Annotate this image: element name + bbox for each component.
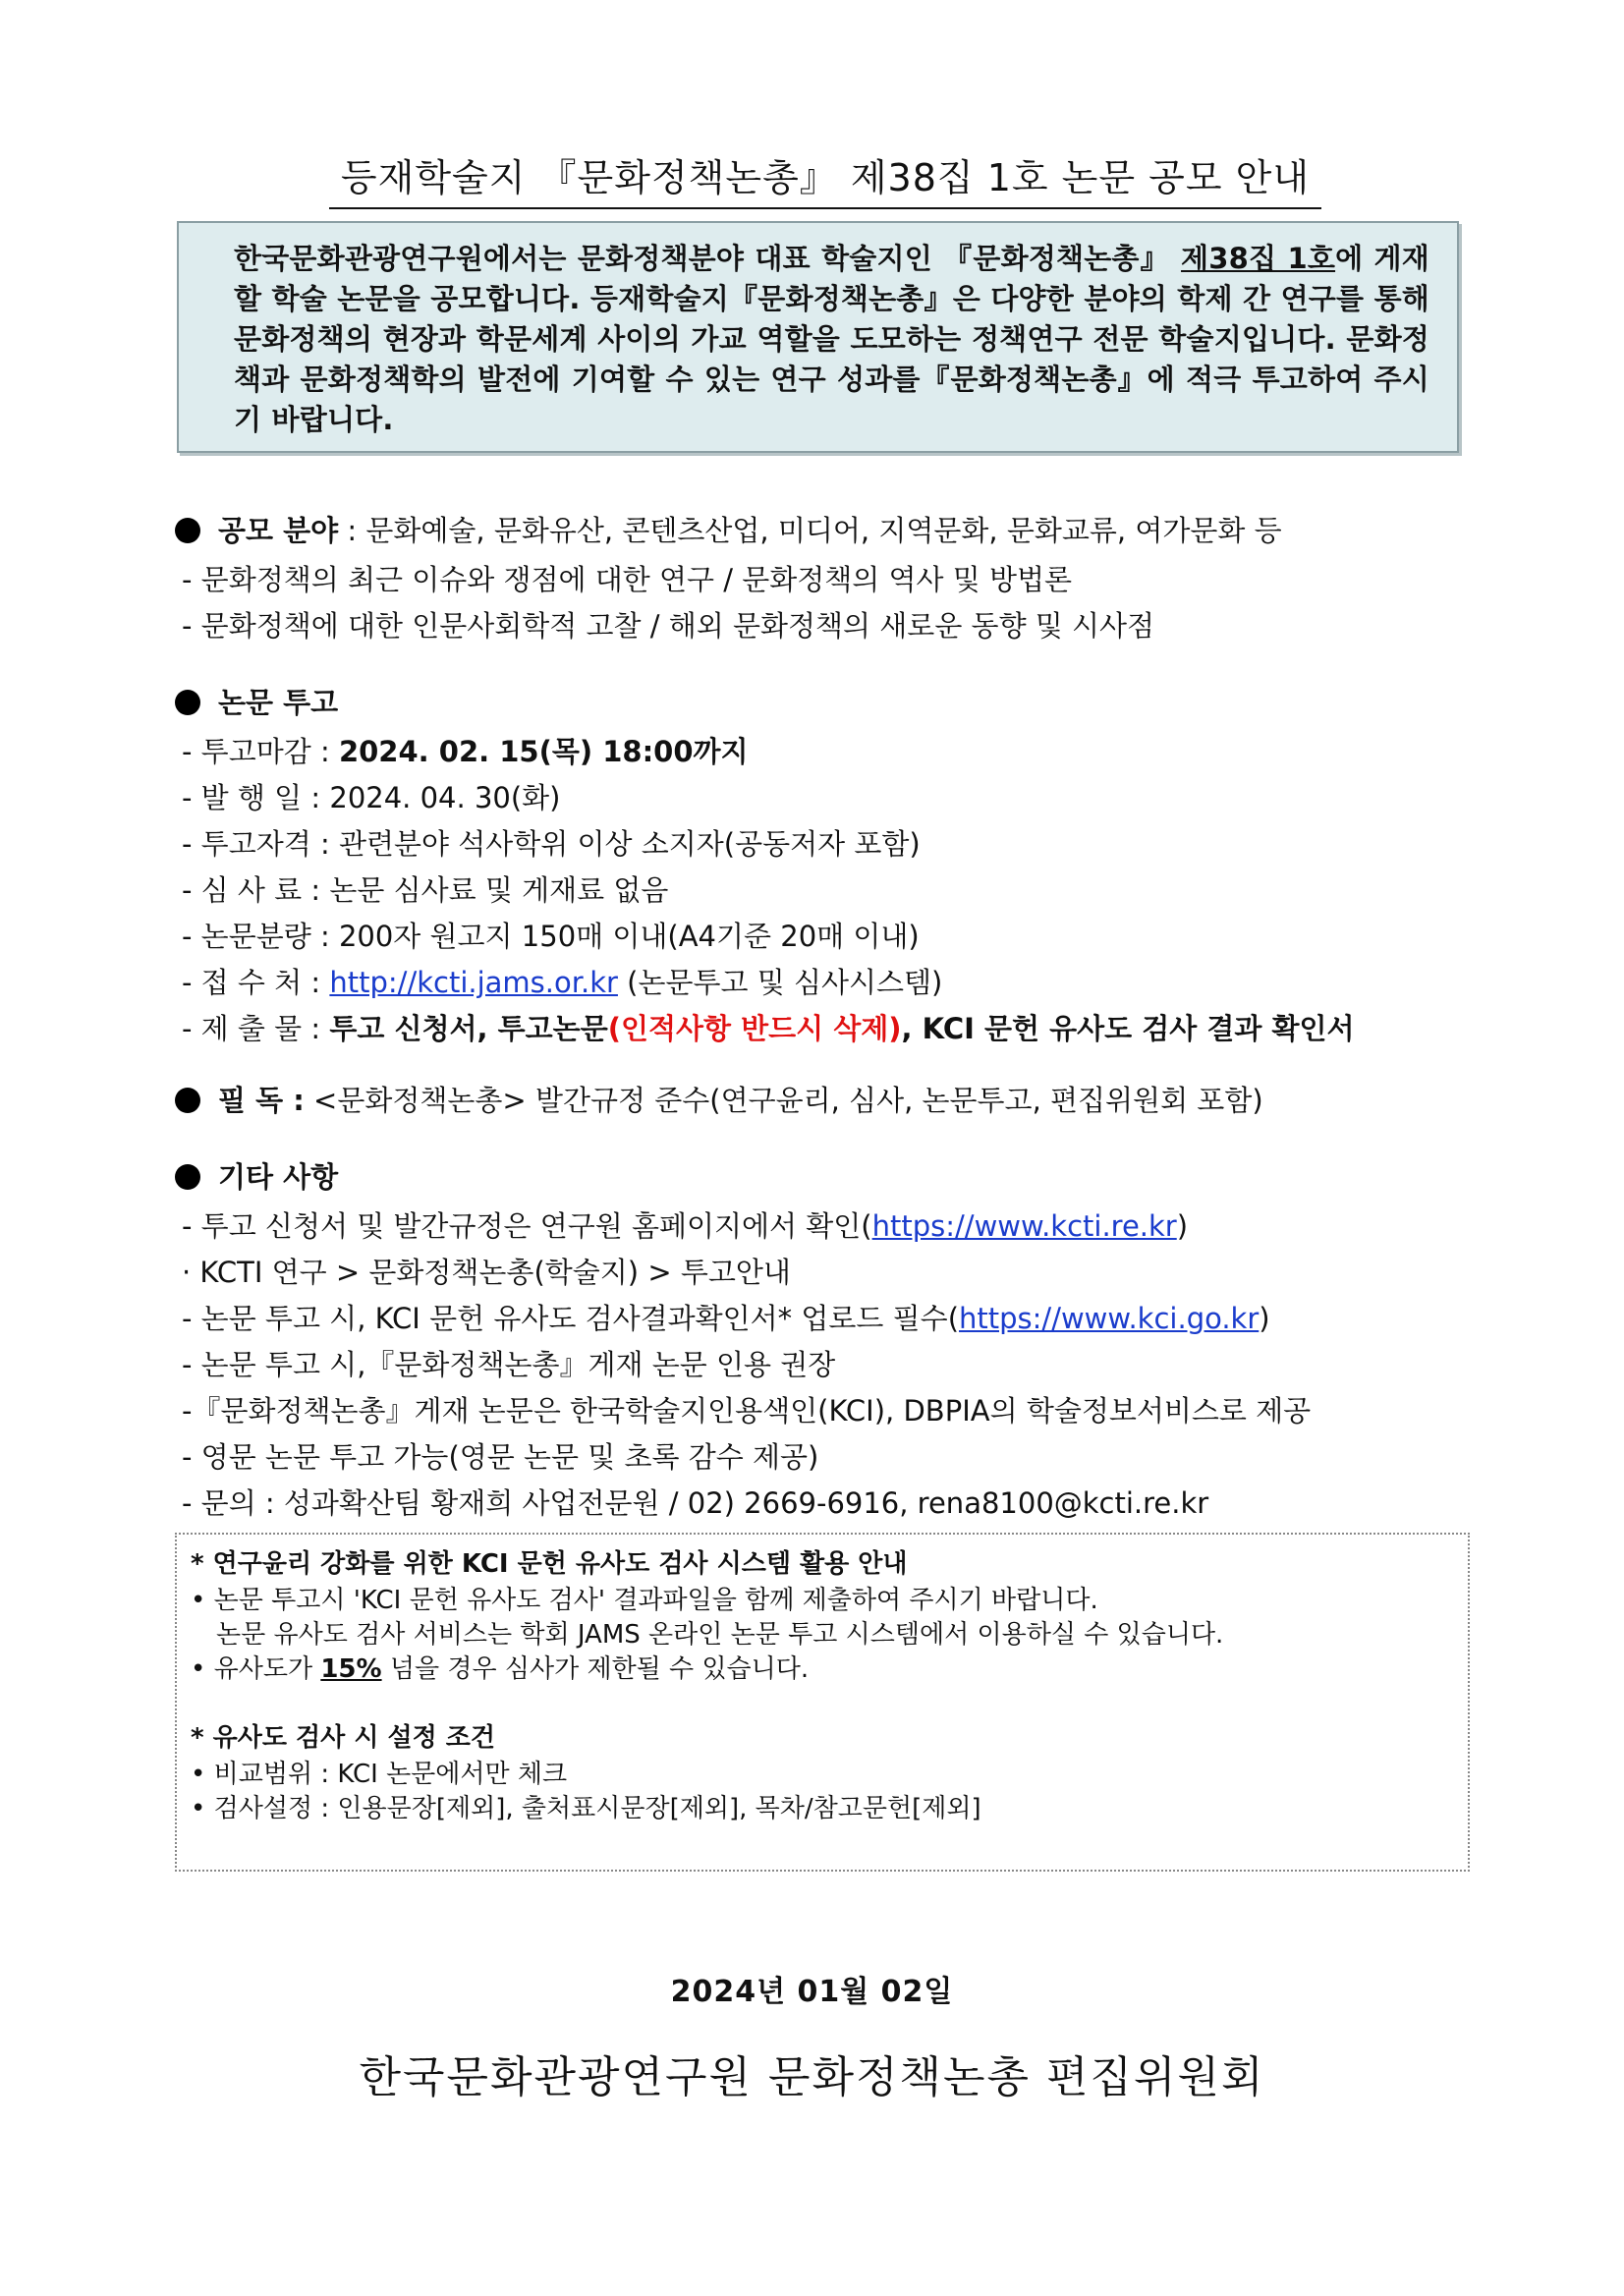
notice-line: • 논문 투고시 'KCI 문헌 유사도 검사' 결과파일을 함께 제출하여 주시기 바랍니다. bbox=[191, 1586, 1098, 1615]
required-heading: 필 독 : bbox=[218, 1084, 305, 1117]
notice-line-3-b: 넘을 경우 심사가 제한될 수 있습니다. bbox=[381, 1654, 810, 1684]
etc-line-service: -『문화정책논총』게재 논문은 한국학술지인용색인(KCI), DBPIA의 학술정보서비스로 제공 bbox=[182, 1394, 1312, 1428]
reception-label: - 접 수 처 : bbox=[182, 966, 330, 999]
notice-line: • 검사설정 : 인용문장[제외], 출처표시문장[제외], 목차/참고문헌[제외] bbox=[191, 1794, 981, 1823]
documents-label: - 제 출 물 : bbox=[182, 1012, 330, 1045]
etc-line-path: · KCTI 연구 > 문화정책논총(학술지) > 투고안내 bbox=[182, 1256, 791, 1289]
length-line: - 논문분량 : 200자 원고지 150매 이내(A4기준 20매 이내) bbox=[182, 920, 920, 953]
fields-heading-row bbox=[175, 511, 1282, 550]
notice-box bbox=[175, 1533, 1470, 1872]
organization-name: 한국문화관광연구원 문화정책논총 편집위원회 bbox=[359, 2052, 1265, 2102]
etc-line-english: - 영문 논문 투고 가능(영문 논문 및 초록 감수 제공) bbox=[182, 1440, 819, 1474]
documents-warning: (인적사항 반드시 삭제) bbox=[607, 1012, 902, 1045]
notice-heading-2: * 유사도 검사 시 설정 조건 bbox=[191, 1723, 496, 1753]
required-value: <문화정책논총> 발간규정 준수(연구윤리, 심사, 논문투고, 편집위원회 포함) bbox=[304, 1084, 1263, 1117]
notice-heading-1: * 연구윤리 강화를 위한 KCI 문헌 유사도 검사 시스템 활용 안내 bbox=[191, 1549, 908, 1579]
etc-line-1-end: ) bbox=[1176, 1209, 1189, 1243]
bullet-icon bbox=[175, 1088, 200, 1113]
submission-heading-row bbox=[175, 683, 338, 722]
bullet-icon bbox=[175, 1164, 200, 1190]
notice-line: • 비교범위 : KCI 논문에서만 체크 bbox=[191, 1760, 568, 1789]
notice-line-3-a: • 유사도가 bbox=[191, 1654, 321, 1684]
etc-heading: 기타 사항 bbox=[218, 1160, 339, 1194]
intro-box bbox=[177, 221, 1459, 453]
required-heading-row bbox=[175, 1081, 1263, 1120]
kcti-link[interactable]: https://www.kcti.re.kr bbox=[871, 1209, 1177, 1243]
deadline-value: 2024. 02. 15(목) 18:00까지 bbox=[338, 735, 749, 768]
intro-text-2: 에 게재할 학술 논문을 공모합니다. 등재학술지『문화정책논총』은 다양한 분야의 학제 간 연구를 통해 문화정책의 현장과 학문세계 사이의 가교 역할을 도모하는 정책연구 전문 학술지입니다. 문화정책과 문화정책학의 발전에 기여할 수 있는 연구 성과를『문화정책논총』에 적극 투고하여 주시기 바랍니다. bbox=[234, 242, 1429, 436]
deadline-line bbox=[182, 729, 1355, 775]
etc-heading-row bbox=[175, 1157, 338, 1197]
etc-line-1-text: - 투고 신청서 및 발간규정은 연구원 홈페이지에서 확인( bbox=[182, 1209, 872, 1243]
etc-line-contact: - 문의 : 성과확산팀 황재희 사업전문원 / 02) 2669-6916, rena8100@kcti.re.kr bbox=[182, 1486, 1209, 1520]
list-item: - 문화정책의 최근 이슈와 쟁점에 대한 연구 / 문화정책의 역사 및 방법론 bbox=[182, 563, 1073, 596]
qualification-line: - 투고자격 : 관련분야 석사학위 이상 소지자(공동저자 포함) bbox=[182, 827, 921, 861]
intro-paragraph bbox=[234, 239, 1429, 440]
documents-value-2: , KCI 문헌 유사도 검사 결과 확인서 bbox=[901, 1012, 1355, 1045]
document-date: 2024년 01월 02일 bbox=[670, 1975, 954, 2009]
issue-date-line: - 발 행 일 : 2024. 04. 30(화) bbox=[182, 781, 561, 814]
documents-value-1: 투고 신청서, 투고논문 bbox=[329, 1012, 608, 1045]
reception-note: (논문투고 및 심사시스템) bbox=[617, 966, 943, 999]
submission-heading: 논문 투고 bbox=[218, 686, 339, 719]
intro-issue: 제38집 1호 bbox=[1181, 242, 1336, 275]
submission-list bbox=[182, 729, 1355, 1052]
documents-line bbox=[182, 1006, 1355, 1052]
fee-line: - 심 사 료 : 논문 심사료 및 게재료 없음 bbox=[182, 873, 669, 907]
list-item: - 문화정책에 대한 인문사회학적 고찰 / 해외 문화정책의 새로운 동향 및 시사점 bbox=[182, 609, 1155, 643]
document-title: 등재학술지 『문화정책논총』 제38집 1호 논문 공모 안내 bbox=[329, 147, 1321, 209]
etc-line-citation: - 논문 투고 시,『문화정책논총』게재 논문 인용 권장 bbox=[182, 1348, 836, 1381]
fields-list bbox=[182, 557, 1154, 649]
notice-line: 논문 유사도 검사 서비스는 학회 JAMS 온라인 논문 투고 시스템에서 이용하실 수 있습니다. bbox=[216, 1620, 1224, 1650]
deadline-label: - 투고마감 : bbox=[182, 735, 339, 768]
bullet-icon bbox=[175, 690, 200, 715]
etc-line-homepage bbox=[182, 1204, 1311, 1250]
bullet-icon bbox=[175, 518, 200, 543]
etc-line-3-end: ) bbox=[1259, 1302, 1270, 1335]
etc-line-kci bbox=[182, 1296, 1311, 1342]
reception-link[interactable]: http://kcti.jams.or.kr bbox=[329, 966, 618, 999]
reception-line bbox=[182, 960, 1355, 1006]
kci-link[interactable]: https://www.kci.go.kr bbox=[959, 1302, 1260, 1335]
fields-value: : 문화예술, 문화유산, 콘텐츠산업, 미디어, 지역문화, 문화교류, 여가문화 등 bbox=[338, 514, 1282, 547]
intro-text-1: 한국문화관광연구원에서는 문화정책분야 대표 학술지인 『문화정책논총』 bbox=[234, 242, 1182, 275]
notice-line bbox=[191, 1652, 1454, 1687]
similarity-threshold: 15% bbox=[320, 1654, 382, 1684]
etc-list bbox=[182, 1204, 1311, 1527]
etc-line-3-text: - 논문 투고 시, KCI 문헌 유사도 검사결과확인서* 업로드 필수( bbox=[182, 1302, 960, 1335]
fields-heading: 공모 분야 bbox=[218, 514, 339, 547]
